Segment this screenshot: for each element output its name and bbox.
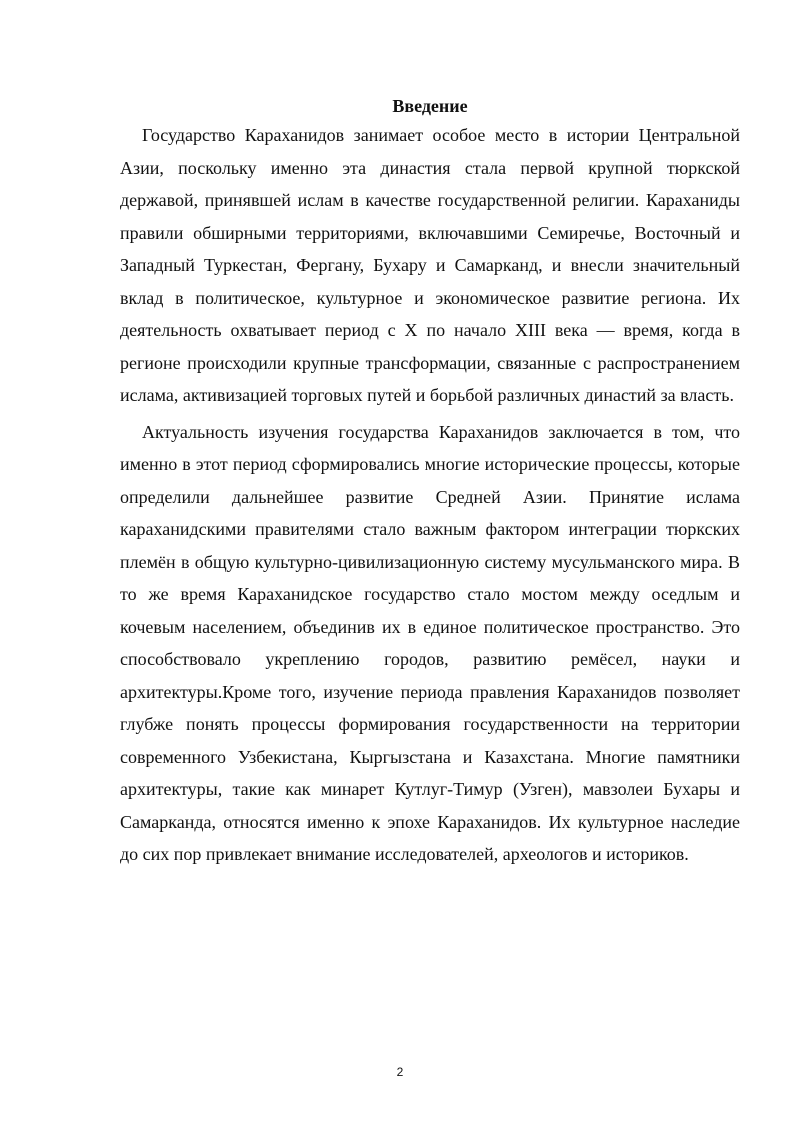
paragraph-relevance: Актуальность изучения государства Караханидов заключается в том, что именно в этот период сформировались многие исторические процессы, которые определили дальнейшее развитие Средней Азии. Принятие ислама караханидскими правителями стало важным фактором интеграции тюркских племён в общую культурно-цивилизационную систему мусульманского мира. В то же время Караханидское государство стало мостом между оседлым и кочевым населением, объединив их в единое политическое пространство. Это способствовало укреплению городов, развитию ремёсел, науки и архитектуры.Кроме того, изучение периода правления Караханидов позволяет глубже понять процессы формирования государственности на территории современного Узбекистана, Кыргызстана и Казахстана. Многие памятники архитектуры, такие как минарет Кутлуг-Тимур (Узген), мавзолеи Бухары и Самарканда, относятся именно к эпохе Караханидов. Их культурное наследие до сих пор привлекает внимание исследователей, археологов и историков.: [120, 421, 740, 864]
page-content: [120, 93, 740, 871]
paragraph-intro: Государство Караханидов занимает особое место в истории Центральной Азии, поскольку именно эта династия стала первой крупной тюркской державой, принявшей ислам в качестве государственной религии. Караханиды правили обширными территориями, включавшими Семиречье, Восточный и Западный Туркестан, Фергану, Бухару и Самарканд, и внесли значительный вклад в политическое, культурное и экономическое развитие региона. Их деятельность охватывает период с X по начало XIII века — время, когда в регионе происходили крупные трансформации, связанные с распространением ислама, активизацией торговых путей и борьбой различных династий за власть.: [120, 125, 740, 405]
page-number: 2: [396, 1065, 404, 1079]
section-title: Введение: [392, 96, 468, 116]
